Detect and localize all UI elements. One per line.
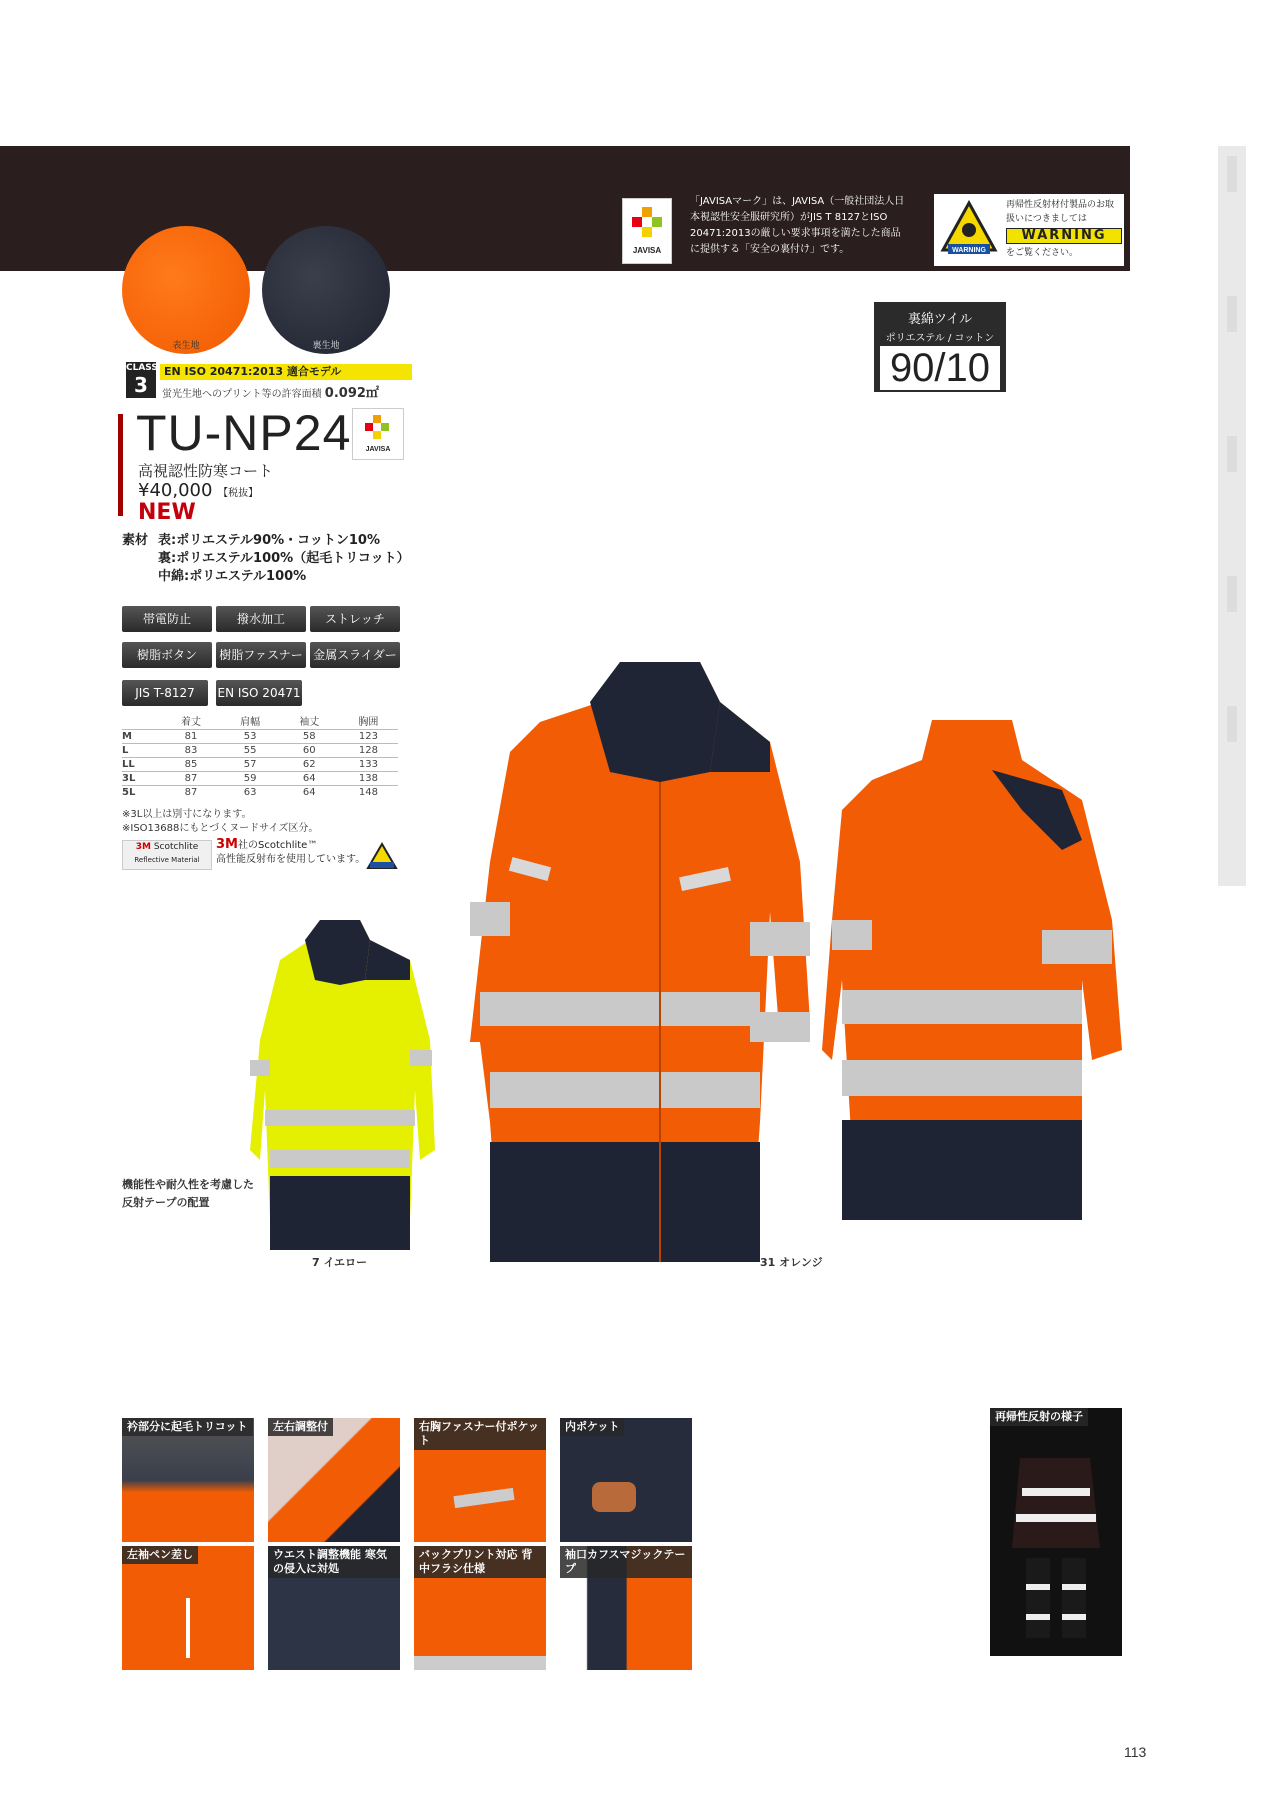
material-line: 表:ポリエステル90%・コットン10% (158, 533, 381, 548)
new-badge: NEW (138, 500, 196, 525)
price-value: ¥40,000 (138, 480, 213, 501)
standard-en-iso: EN ISO 20471 (216, 680, 302, 706)
reflect-label: 再帰性反射の様子 (990, 1408, 1088, 1426)
size-cell: 81 (161, 730, 220, 744)
warning-text (1006, 198, 1122, 260)
standard-bar: EN ISO 20471:2013 適合モデル (160, 364, 412, 380)
scotchlite-logo-name: Scotchlite (153, 842, 199, 852)
scotchlite-brand: 3M (216, 837, 238, 852)
tape-note-line: 機能性や耐久性を考慮した (122, 1178, 254, 1191)
size-col-header: 袖丈 (299, 717, 320, 728)
side-tab-mark (1227, 436, 1237, 472)
side-tab-mark (1227, 576, 1237, 612)
size-note: ※ISO13688にもとづくヌードサイズ区分。 (122, 823, 319, 834)
fabric-swatch-inner (262, 226, 390, 354)
orange-jacket-front-photo (470, 662, 830, 1262)
orange-caption (760, 1254, 823, 1270)
detail-label: 右胸ファスナー付ポケット (414, 1418, 546, 1450)
warning-triangle-icon (940, 200, 998, 258)
size-table (122, 712, 398, 799)
feature-metal-slider: 金属スライダー (310, 642, 400, 668)
material-spec (122, 532, 410, 586)
detail-back-print (414, 1546, 546, 1670)
scotchlite-logo (122, 840, 212, 870)
side-tab-mark (1227, 296, 1237, 332)
product-price (138, 480, 258, 501)
detail-adjuster (268, 1418, 400, 1542)
size-cell: 59 (221, 772, 280, 786)
product-code: TU-NP24 (136, 405, 352, 461)
print-area-note (162, 382, 379, 401)
detail-label: 袖口カフスマジックテープ (560, 1546, 692, 1578)
javisa-logo (622, 198, 672, 264)
detail-cuff-velcro (560, 1546, 692, 1670)
size-cell: LL (122, 758, 161, 772)
javisa-description: 「JAVISAマーク」は、JAVISA（一般社団法人日本視認性安全服研究所）がJIS T 8127とISO 20471:2013の厳しい要求事項を満たした商品に提供する「安全の裏付け」です。 (690, 196, 905, 255)
feature-resin-zipper: 樹脂ファスナー (216, 642, 306, 668)
yellow-jacket-photo (250, 920, 440, 1250)
size-cell: 5L (122, 786, 161, 800)
reflective-figure (990, 1408, 1122, 1656)
table-row (122, 772, 398, 786)
lining-badge (874, 302, 1006, 392)
product-name: 高視認性防寒コート (138, 462, 274, 480)
detail-label: 左袖ペン差し (122, 1546, 198, 1564)
size-cell: 128 (339, 744, 398, 758)
size-col-header: 肩幅 (240, 717, 261, 728)
orange-caption-text: オレンジ (779, 1256, 823, 1269)
lining-title: 裏綿ツイル (907, 312, 973, 327)
size-cell: 53 (221, 730, 280, 744)
javisa-mini-label: JAVISA (365, 446, 391, 453)
scotchlite-line2: 高性能反射布を使用しています。 (216, 854, 366, 865)
warning-text-top: 再帰性反射材付製品のお取扱いにつきましては (1006, 200, 1115, 224)
title-accent-bar (118, 414, 123, 516)
size-cell: 62 (280, 758, 339, 772)
javisa-cross-icon (623, 199, 671, 263)
size-table-header (122, 712, 398, 730)
table-row (122, 786, 398, 800)
swatch-label-inner: 裏生地 (312, 341, 340, 351)
size-note: ※3L以上は別寸になります。 (122, 809, 252, 820)
warning-notice (934, 194, 1124, 266)
material-line: 裏:ポリエステル100%（起毛トリコット） (158, 551, 410, 566)
warning-text-bottom: をご覧ください。 (1006, 248, 1079, 258)
print-area-value: 0.092㎡ (324, 386, 379, 401)
lining-material: ポリエステル / コットン (885, 333, 995, 344)
size-col-header: 着丈 (181, 717, 202, 728)
warning-icon-label: WARNING (952, 247, 986, 254)
size-cell: 58 (280, 730, 339, 744)
lining-ratio: 90/10 (880, 346, 1000, 390)
javisa-cross-icon (353, 409, 403, 459)
material-line: 中綿:ポリエステル100% (158, 569, 307, 584)
table-row (122, 758, 398, 772)
size-cell: 60 (280, 744, 339, 758)
page-number: 113 (1124, 1744, 1147, 1760)
class-label: CLASS (126, 363, 158, 373)
warning-small-icon (366, 842, 398, 870)
print-note-text: 蛍光生地へのプリント等の許容面積 (162, 389, 322, 400)
size-col-header (122, 712, 161, 730)
table-row (122, 730, 398, 744)
detail-label: 左右調整付 (268, 1418, 333, 1436)
size-cell: L (122, 744, 161, 758)
scotchlite-text (216, 838, 365, 867)
standard-jis: JIS T-8127 (122, 680, 208, 706)
size-cell: 64 (280, 772, 339, 786)
size-col-header: 胸囲 (358, 717, 379, 728)
class-badge (126, 362, 156, 398)
table-row (122, 744, 398, 758)
scotchlite-logo-brand: 3M (135, 842, 151, 852)
scotchlite-logo-sub: Reflective Material (134, 856, 200, 864)
detail-pen-holder (122, 1546, 254, 1670)
yellow-caption-text: イエロー (323, 1256, 368, 1269)
size-cell: M (122, 730, 161, 744)
size-cell: 138 (339, 772, 398, 786)
side-tab-mark (1227, 706, 1237, 742)
tape-note-line: 反射テープの配置 (122, 1196, 210, 1209)
fabric-swatch-outer (122, 226, 250, 354)
detail-collar (122, 1418, 254, 1542)
orange-caption-num: 31 (760, 1256, 776, 1269)
size-notes (122, 808, 318, 836)
warning-label: WARNING (1006, 228, 1122, 244)
detail-label: ウエスト調整機能 寒気の侵入に対処 (268, 1546, 400, 1578)
feature-resin-button: 樹脂ボタン (122, 642, 212, 668)
size-cell: 133 (339, 758, 398, 772)
size-cell: 148 (339, 786, 398, 800)
size-cell: 63 (221, 786, 280, 800)
size-cell: 87 (161, 786, 220, 800)
detail-label: 内ポケット (560, 1418, 624, 1436)
orange-jacket-back-photo (822, 720, 1122, 1220)
size-cell: 123 (339, 730, 398, 744)
side-index-tab (1218, 146, 1246, 886)
feature-water-repellent: 撥水加工 (216, 606, 306, 632)
yellow-caption (312, 1254, 367, 1270)
javisa-mini-logo (352, 408, 404, 460)
javisa-logo-label: JAVISA (632, 246, 662, 255)
side-tab-mark (1227, 156, 1237, 192)
size-cell: 55 (221, 744, 280, 758)
yellow-caption-num: 7 (312, 1256, 320, 1269)
size-cell: 57 (221, 758, 280, 772)
size-cell: 64 (280, 786, 339, 800)
detail-label: 衿部分に起毛トリコット (122, 1418, 253, 1436)
tape-note (122, 1176, 254, 1212)
class-number: 3 (134, 373, 148, 397)
scotchlite-line1: 社のScotchlite™ (237, 840, 318, 851)
tax-note: 【税抜】 (218, 488, 259, 499)
detail-label: バックプリント対応 背中フラシ仕様 (414, 1546, 546, 1578)
feature-stretch: ストレッチ (310, 606, 400, 632)
reflective-view-photo (990, 1408, 1122, 1656)
size-cell: 83 (161, 744, 220, 758)
feature-antistatic: 帯電防止 (122, 606, 212, 632)
swatch-label-outer: 表生地 (172, 341, 200, 351)
detail-chest-pocket (414, 1418, 546, 1542)
size-cell: 3L (122, 772, 161, 786)
detail-waist-adjust (268, 1546, 400, 1670)
material-label: 素材 (122, 533, 149, 548)
size-cell: 87 (161, 772, 220, 786)
detail-inner-pocket (560, 1418, 692, 1542)
size-cell: 85 (161, 758, 220, 772)
